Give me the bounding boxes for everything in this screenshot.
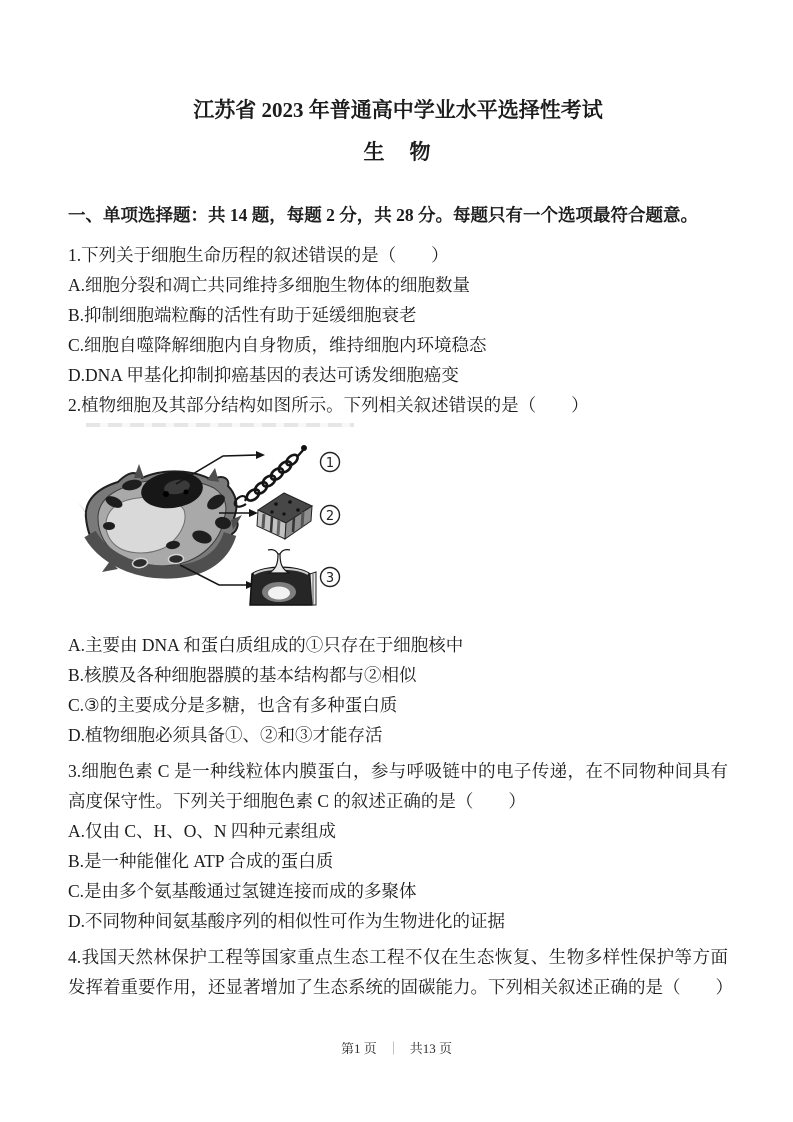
total-pages: 共13 页 xyxy=(409,1041,453,1056)
section-heading: 一、单项选择题：共 14 题，每题 2 分，共 28 分。每题只有一个选项最符合题意。 xyxy=(68,205,698,225)
question-3-option-c: C.是由多个氨基酸通过氢键连接而成的多聚体 xyxy=(68,881,417,901)
plant-cell-illustration xyxy=(76,422,368,624)
question-3-option-b: B.是一种能催化 ATP 合成的蛋白质 xyxy=(68,851,334,871)
question-2-option-c: C.③的主要成分是多糖，也含有多种蛋白质 xyxy=(68,695,398,715)
question-3-option-d: D.不同物种间氨基酸序列的相似性可作为生物进化的证据 xyxy=(68,911,506,931)
question-1-option-d: D.DNA 甲基化抑制抑癌基因的表达可诱发细胞癌变 xyxy=(68,365,459,385)
subject-title: 生 物 xyxy=(363,140,433,164)
chromosome-illustration xyxy=(235,445,307,507)
plant-cell xyxy=(78,464,242,576)
question-3 xyxy=(68,756,728,936)
footer-separator: ｜ xyxy=(386,1041,400,1056)
question-1-option-c: C.细胞自噬降解细胞内自身物质，维持细胞内环境稳态 xyxy=(68,335,487,355)
question-3-option-a: A.仅由 C、H、O、N 四种元素组成 xyxy=(68,821,336,841)
label-circled-3 xyxy=(321,568,340,587)
page-footer xyxy=(0,1038,793,1057)
page-title: 江苏省 2023 年普通高中学业水平选择性考试 xyxy=(193,98,603,122)
membrane-illustration xyxy=(257,493,312,539)
svg-text:2: 2 xyxy=(325,509,335,524)
page-number: 第1 页 xyxy=(340,1041,377,1056)
question-4 xyxy=(68,942,733,1002)
label-circled-1 xyxy=(321,453,340,472)
question-2 xyxy=(68,390,728,750)
question-1-stem: 1.下列关于细胞生命历程的叙述错误的是（ ） xyxy=(68,245,449,265)
question-2-option-a: A.主要由 DNA 和蛋白质组成的①只存在于细胞核中 xyxy=(68,635,464,655)
question-1 xyxy=(68,240,728,390)
question-4-stem: 4.我国天然林保护工程等国家重点生态工程不仅在生态恢复、生物多样性保护等方面发挥着重要作用，还显著增加了生态系统的固碳能力。下列相关叙述正确的是（ ） xyxy=(68,947,733,997)
scan-artifact xyxy=(86,423,354,427)
question-2-option-b: B.核膜及各种细胞器膜的基本结构都与②相似 xyxy=(68,665,417,685)
question-2-stem: 2.植物细胞及其部分结构如图所示。下列相关叙述错误的是（ ） xyxy=(68,395,589,415)
question-1-option-a: A.细胞分裂和凋亡共同维持多细胞生物体的细胞数量 xyxy=(68,275,471,295)
question-3-stem: 3.细胞色素 C 是一种线粒体内膜蛋白，参与呼吸链中的电子传递，在不同物种间具有高度保守性。下列关于细胞色素 C 的叙述正确的是（ ） xyxy=(68,761,728,811)
svg-text:3: 3 xyxy=(325,571,335,586)
question-1-option-b: B.抑制细胞端粒酶的活性有助于延缓细胞衰老 xyxy=(68,305,417,325)
page-content xyxy=(68,0,733,1002)
svg-text:1: 1 xyxy=(325,456,335,471)
question-2-option-d: D.植物细胞必须具备①、②和③才能存活 xyxy=(68,725,383,745)
label-circled-2 xyxy=(321,506,340,525)
plant-cell-figure xyxy=(76,422,368,624)
cell-wall-illustration xyxy=(250,550,316,605)
